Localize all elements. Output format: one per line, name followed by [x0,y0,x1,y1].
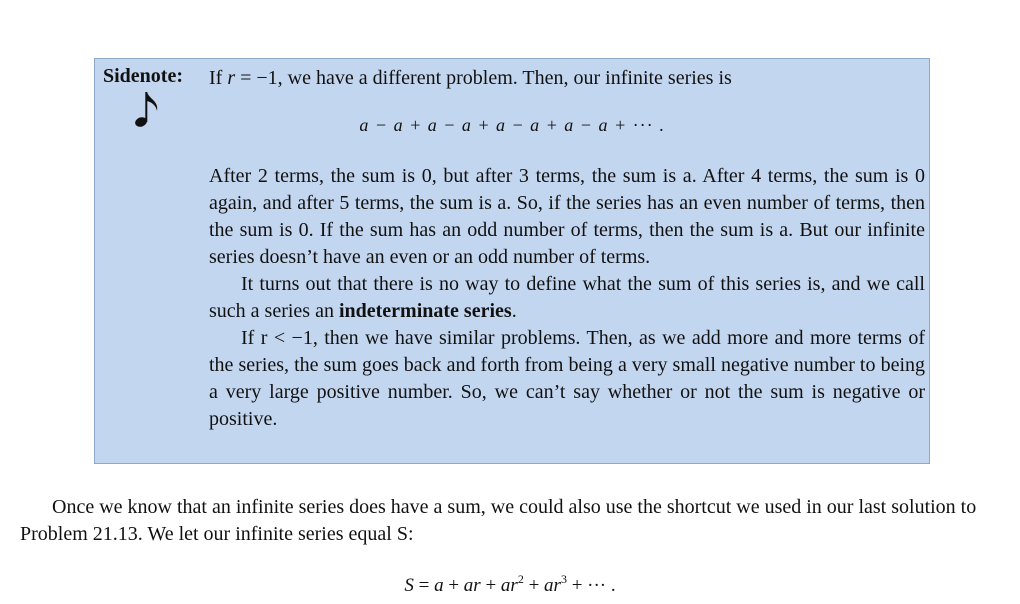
sidenote-paragraph-3: If r < −1, then we have similar problems. Then, as we add more and more terms of the series, the sum goes back and forth from being a very small negative number to being a very large positive number. So, we can’t say whether or not the sum is negative or positive. [209,327,925,430]
sidenote-box [94,58,930,464]
series-equation: a − a + a − a + a − a + a − a + ··· . [359,115,665,135]
sidenote-paragraph-1: After 2 terms, the sum is 0, but after 3 terms, the sum is a. After 4 terms, the sum is 0 again, and after 5 terms, the sum is a. So, if the series has an even number of terms, then the sum is 0. If the sum has an odd number of terms, then the sum is a. But our infinite series doesn’t have an even or an odd number of terms. [209,165,925,268]
body-paragraph: Once we know that an infinite series does have a sum, we could also use the shortcut we used in our last solution to Problem 21.13. We let our infinite series equal S: [20,496,977,545]
sidenote-paragraph-2: It turns out that there is no way to define what the sum of this series is, and we call such a series an indeterminate series. [209,273,925,322]
sidenote-first-line: If r = −1, we have a different problem. Then, our infinite series is [209,67,732,89]
term-indeterminate-series: indeterminate series [338,300,512,322]
sum-equation: S = a + ar + $ar^2 + ar^3$ + ··· . [404,572,616,596]
sidenote-label: Sidenote: [103,65,183,87]
